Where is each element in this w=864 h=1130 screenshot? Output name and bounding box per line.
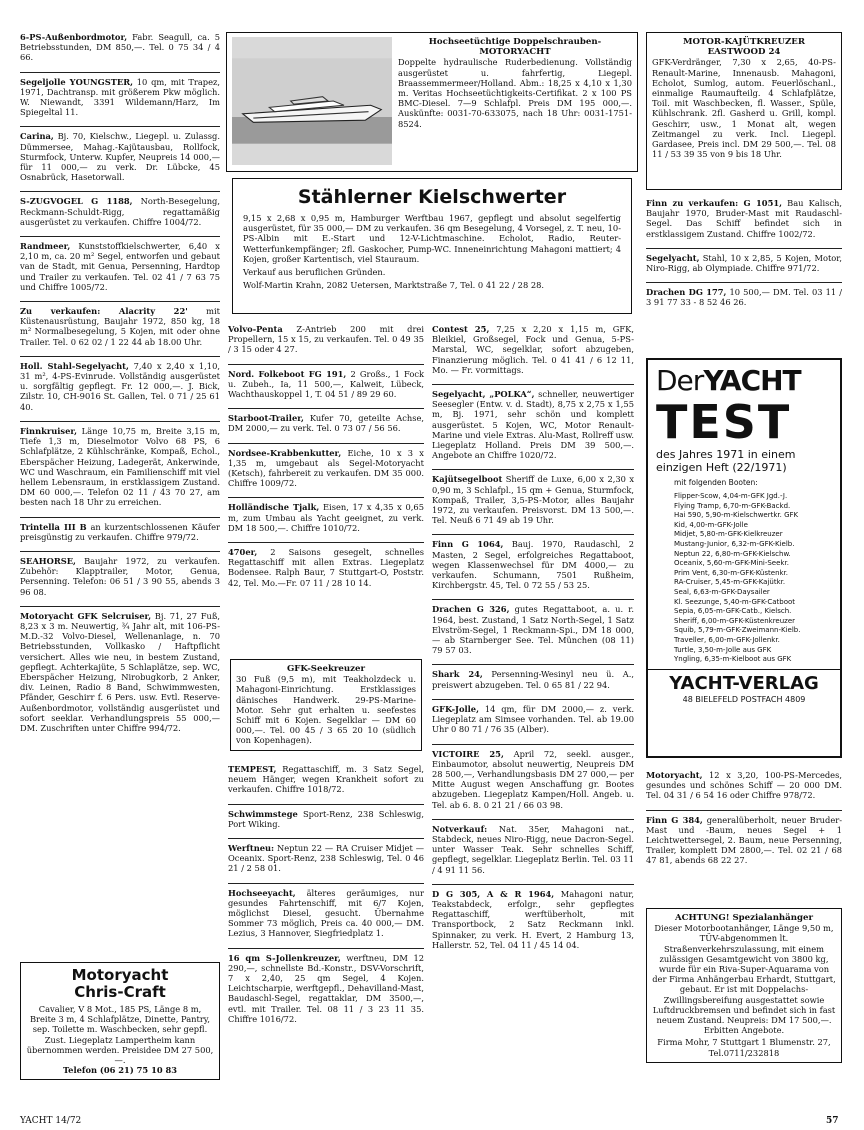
trailer-ad (646, 908, 842, 1063)
ad-headline: Notverkauf: (432, 823, 488, 834)
ad-body: Neptun 22 — RA Cruiser Midjet — Oceanix. Sport-Renz, 238 Schleswig, Tel. 0 46 21 / 2 58 01. (228, 843, 424, 874)
ad-body: 7,40 x 2,40 x 1,10, 31 m², 4-PS-Evinrude. Vollständig ausgerüstet u. sorgfältig gepflegt. Fr. 12 000,—. J. Bick, Zilstr. 10, CH-9016 St. Gallen, Tel. 0 71 / 25 61 40. (20, 360, 221, 412)
ad-body: Z-Antrieb 200 mit drei Propellern, 15 x 15, zu verkaufen. Tel. 0 49 35 / 3 15 oder 4 27. (228, 324, 424, 355)
classified-ad (228, 764, 424, 805)
motoryacht-photo (232, 37, 392, 165)
ad-headline: Shark 24, (432, 669, 483, 680)
ad-body: Bj. 70, Kielschw., Liegepl. u. Zulassg. Dümmersee, Mahag.-Kajütausbau, Rollfock, Sturmfock, Unterw. Kupfer, Neupreis 14 000,— für 11 000,— zu verk. Dr. Lübcke, 45 Osnabrück, Hasetorwall. (20, 131, 220, 183)
test-sub: des Jahres 1971 in einem einzigen Heft (22/1971) (656, 448, 796, 474)
classified-ad (228, 843, 424, 884)
test-der: Der (656, 364, 704, 397)
ad-body: Eisen, 17 x 4,35 x 0,65 m, zum Umbau als Yacht geeignet, zu verk. DM 18 500,—. Chiffre 1010/72. (228, 502, 424, 533)
classified-ad (20, 77, 220, 128)
classified-ad (646, 815, 842, 875)
ad-headline: Segelyacht, (646, 252, 700, 263)
boat-ad-text: Doppelte hydraulische Ruderbedienung. Vollständig ausgerüstet u. fahrfertig, Liegepl. Braassemmermeer/Holland. Abm.: 18,25 x 4,10 x 1,30 m. Veritas Hochseetüchtigkeits-Certifikat. 2 x 100 PS BMC-Diesel. 7—9 Schlafpl. Preis DM 195 000,—. Auskünfte: 0031-70-633075, nach 18 Uhr: 0031-1751-8524. (398, 57, 632, 129)
ad-headline: Contest 25, (432, 324, 490, 334)
test-boat-item: Hai 590, 5,90-m-Kielschwertkr. GFK (674, 511, 799, 520)
eastwood-ad (646, 32, 842, 190)
ad-body: älteres geräumiges, nur gesundes Fahrtenschiff, mit 6/7 Kojen, möglichst Diesel, gesucht. Übernahme Sommer 73 möglich, Preis ca. 40 000,— DM. Lezius, 3 Hannover, Siegfriedplatz 1. (228, 887, 425, 939)
ad-headline: 470er, (228, 547, 258, 558)
ad-headline: Zu verkaufen: Alacrity 22' (20, 306, 188, 317)
ad-body: Eiche, 10 x 3 x 1,35 m, umgebaut als Segel-Motoryacht (Ketsch), fahrbereit zu verkaufen. DM 35 000. Chiffre 1009/72. (228, 447, 424, 489)
ad-body: 14 qm, für DM 2000,— z. verk. Liegeplatz am Simsee vorhanden. Tel. ab 19.00 Uhr 0 80 71 / 76 35 (Alber). (432, 703, 635, 735)
ad-headline: Starboot-Trailer, (228, 413, 304, 424)
ad-headline: Volvo-Penta (228, 324, 283, 334)
ad-body: 12 x 3,20, 100-PS-Mercedes, gesundes und schönes Schiff — 20 000 DM. Tel. 04 31 / 6 54 16 oder Chiffre 978/72. (646, 770, 842, 801)
test-boat-item: Prim Vent, 6,30-m-GFK-Küstenkr. (674, 568, 789, 577)
classified-ad (20, 241, 220, 302)
ad-headline: Randmeer, (20, 241, 71, 252)
boat-ad-title-2: MOTORYACHT (479, 47, 551, 58)
test-boat-item: Oceanix, 5,60-m-GFK-Mini-Seekr. (674, 559, 789, 568)
ad-headline: Trintella III B (20, 521, 87, 532)
test-boat-item: Midjet, 5,80-m-GFK-Kielkreuzer (674, 530, 783, 539)
gfk-seekreuzer-ad (230, 659, 422, 751)
classified-ad (20, 131, 220, 192)
ad-headline: GFK-Jolle, (432, 703, 479, 714)
column-4 (646, 198, 842, 321)
classified-ad (228, 413, 424, 443)
ad-headline: SEAHORSE, (20, 555, 76, 566)
test-boat-item: Sepia, 6,05-m-GFK-Catb., Kielsch. (674, 607, 792, 616)
ad-headline: Holl. Stahl-Segelyacht, (20, 360, 129, 371)
test-boat-item: Squib, 5,79-m-GFK-Zweimann-Kielb. (674, 626, 801, 635)
ad-body: Kufer 70, geteilte Achse, DM 2000,— zu verk. Tel. 0 73 07 / 56 56. (228, 413, 425, 434)
trailer-contact: Firma Mohr, 7 Stuttgart 1 Blumenstr. 27, Tel.0711/232818 (657, 1037, 831, 1058)
test-boat-item: Turtle, 3,50-m-Jolle aus GFK (674, 645, 772, 654)
footer-issue: YACHT 14/72 (20, 1116, 82, 1126)
ad-headline: Schwimmstege (228, 808, 298, 819)
gfk-text: 30 Fuß (9,5 m), mit Teakholzdeck u. Mahagoni-Einrichtung. Erstklassiges dänisches Handwerk. 29-PS-Marine-Motor. Sehr gut erhalten u. seefestes Schiff mit 6 Kojen. Segelklar — DM 60 000,—. Tel. 00 45 / 3 65 20 10 (südlich von Kopenhagen). (236, 674, 416, 746)
test-boat-item: Seal, 6,63-m-GFK-Daysailer (674, 587, 770, 596)
trailer-title: ACHTUNG! Spezialanhänger (674, 913, 814, 923)
ad-headline: Finn zu verkaufen: G 1051, (646, 198, 782, 208)
eastwood-title-1: MOTOR-KAJÜTKREUZER (683, 37, 805, 47)
chris-title-2: Chris-Craft (74, 983, 166, 1001)
classified-ad (646, 253, 842, 283)
classified-ad (432, 604, 634, 665)
test-test: TEST (656, 395, 792, 449)
ad-body: Bauj. 1970, Raudaschl, 2 Masten, 2 Segel, erfolgreiches Regattaboot, wegen Klassenwechsel für DM 4000,— zu verkaufen. Schumann, 7501 Rußheim, Kirchbergstr. 45, Tel. 0 72 55 / 53 25. (432, 539, 634, 591)
ad-headline: Motoryacht, (646, 770, 703, 780)
column-1 (20, 32, 220, 746)
kiel-contact: Wolf-Martin Krahn, 2082 Uetersen, Marktstraße 7, Tel. 0 41 22 / 28 28. (243, 280, 545, 291)
test-boat-item: Yngling, 6,35-m-Kielboot aus GFK (674, 655, 792, 664)
test-boat-item: Flying Tramp, 6,70-m-GFK-Backd. (674, 501, 791, 510)
ad-body: 7,25 x 2,20 x 1,15 m, GFK, Bleikiel, Großsegel, Fock und Genua, 5-PS-Marstal, WC, segelklar, sofort abzugeben, Finanzierung möglich. Tel. 0 41 41 / 6 12 11, Mo. — Fr. vormittags. (432, 324, 635, 375)
classified-ad (432, 824, 634, 885)
ad-body: North-Besegelung, Reckmann-Schuldt-Rigg, regattamäßig ausgerüstet zu verkaufen. Chiffre 1004/72. (20, 196, 220, 227)
ad-headline: Holländische Tjalk, (228, 502, 320, 513)
ad-headline: Nordsee-Krabbenkutter, (228, 447, 342, 458)
classified-ad (432, 749, 634, 820)
ad-body: 10 500,— DM. Tel. 03 11 / 3 91 77 33 - 8 52 46 26. (646, 287, 842, 308)
ad-headline: Carina, (20, 131, 54, 142)
ad-body: 2 Saisons gesegelt, schnelles Regattaschiff mit allen Extras. Liegeplatz Bodensee. Ralph Baur, 7 Stuttgart-O, Poststr. 42, Tel. Mo.—Fr. 07 11 / 28 10 14. (228, 547, 424, 588)
classified-ad (20, 611, 220, 742)
ad-headline: Drachen G 326, (432, 604, 510, 615)
classified-ad (20, 306, 220, 357)
classified-ad (228, 953, 424, 1033)
test-boat-item: RA-Cruiser, 5,45-m-GFK-Kajütkr. (674, 578, 786, 587)
test-yacht: YACHT (703, 364, 801, 397)
ad-headline: Hochseeyacht, (228, 887, 296, 898)
ad-headline: TEMPEST, (228, 764, 277, 774)
gfk-title: GFK-Seekreuzer (286, 664, 366, 674)
ad-headline: D G 305, A & R 1964, (432, 888, 555, 899)
classified-ad (20, 556, 220, 607)
ad-body: mit Küstenausrüstung, Baujahr 1972, 850 kg, 18 m² Normalbesegelung, 5 Kojen, mit oder ohne Trailer. Tel. 0 62 02 / 1 22 44 ab 18.00 Uhr. (20, 306, 221, 347)
column-3 (432, 324, 634, 963)
ad-body: generalüberholt, neuer Bruder-Mast und -Baum, neues Segel + 1 Leichtwettersegel, 2. Baum, neue Persenning, Trailer, komplett DM 2800,—. Tel. 02 21 / 68 47 81, abends 68 22 27. (646, 814, 842, 866)
classified-ad (20, 522, 220, 552)
classified-ad (20, 361, 220, 422)
ad-headline: Segelyacht, „POLKA“, (432, 389, 535, 400)
classified-ad (432, 669, 634, 699)
test-boat-list (648, 492, 840, 665)
ad-headline: Finnkruiser, (20, 425, 78, 436)
classified-ad (228, 369, 424, 410)
ad-headline: Finn G 1064, (432, 539, 504, 550)
boat-ad-title-1: Hochseetüchtige Doppelschrauben- (428, 37, 602, 47)
ad-headline: VICTOIRE 25, (432, 748, 504, 759)
classified-ad (20, 196, 220, 237)
chris-text: Cavalier, V 8 Mot., 185 PS, Länge 8 m, Breite 3 m, 4 Schlafplätze, Dinette, Pantry, sep. Toilette m. Waschbecken, sehr gepfl. Zust. Liegeplatz Lampertheim kann übernommen werden. Preisidee DM 27 500,—. (26, 1004, 214, 1066)
classified-ad (20, 32, 220, 73)
test-publisher: YACHT-VERLAG (669, 672, 819, 694)
chris-craft-ad (20, 962, 220, 1080)
classified-ad (20, 426, 220, 518)
kiel-title: Stählerner Kielschwerter (297, 186, 567, 208)
ad-body: Regattaschiff, m. 3 Satz Segel, neuem Hänger, wegen Krankheit sofort zu verkaufen. Chiffre 1018/72. (228, 764, 424, 795)
classified-ad (228, 888, 424, 949)
trailer-text: Dieser Motorbootanhänger, Länge 9,50 m, TÜV-abgenommen lt. Straßenverkehrszulassung, mit einem zulässigen Gesamtgewicht von 3800 kg, wurde für ein Riva-Super-Aquarama von der Firma Anhängerbau Erhardt, Stuttgart, gebaut. Er ist mit Doppelachs-Zwillingsbereifung ausgestattet sowie Luftdruckbremsen und befindet sich in fast neuem Zustand. Neupreis: DM 17 500,—. Erbitten Angebote. (652, 923, 836, 1036)
ad-headline: Segeljolle YOUNGSTER, (20, 76, 133, 87)
classified-ad (432, 324, 634, 385)
column-2-lower (228, 764, 424, 1037)
classified-ad (432, 539, 634, 600)
classified-ad (228, 448, 424, 499)
ad-body: an kurzentschlossenen Käufer preisgünstig zu verkaufen. Chiffre 979/72. (20, 521, 220, 542)
ad-body: schneller, neuwertiger Seesegler (Entw. v. d. Stadt), 8,75 x 2,75 x 1,55 m, Bj. 1971, sehr schön und komplett ausgerüstet. 5 Kojen, WC, Motor Renault-Marine und viele Extras. Alu-Mast, Rollreff usw. Liegeplatz Holland. Preis DM 39 500,—. Angebote an Chiffre 1020/72. (432, 389, 634, 461)
test-boat-item: Kl. Seezunge, 5,40-m-GFK-Catboot (674, 597, 796, 606)
ad-body: Länge 10,75 m, Breite 3,15 m, Tiefe 1,3 m, Dieselmotor Volvo 68 PS, 6 Schlafplätze, 2 Kühlschränke, Kompaß, Echol., Eberspächer Heizung, Ladegerät, Ankerwinde, WC und Waschraum, ein Familienschiff mit viel hellem Lebensraum, in erstklassigem Zustand. DM 60 000,—. Telefon 02 11 / 43 70 27, am besten nach 18 Uhr zu erreichen. (20, 425, 220, 508)
test-boat-item: Flipper-Scow, 4,04-m-GFK Jgd.-J. (674, 492, 788, 500)
yacht-test-ad (646, 358, 842, 758)
classified-ad (432, 389, 634, 470)
ad-body: Sport-Renz, 238 Schleswig, Port Wiking. (228, 808, 424, 829)
ad-headline: Kajütsegelboot (432, 474, 503, 485)
ad-body: Mahagoni natur, Teakstabdeck, erfolgr., sehr gepflegtes Regattaschiff, werftüberholt, mit Transportbock, 2 Satz Reckmann inkl. Spinnaker, zu verk. H. Evert, 2 Hamburg 13, Hallerstr. 52, Tel. 04 11 / 45 14 04. (432, 888, 634, 950)
footer-page-number: 57 (826, 1116, 839, 1126)
ad-body: Persenning-Wesinyl neu ü. A., preiswert abzugeben. Tel. 0 65 81 / 22 94. (432, 669, 635, 690)
ad-body: April 72, seekl. ausger., Einbaumotor, absolut neuwertig, Neupreis DM 28 500,—, Verhandlungsbasis DM 27 000,— per Mitte August wegen Anschaffung gr. Bootes abzugeben. Liegeplatz Kampen/Holl. Angeb. u. Tel. ab 6. 8. 0 21 21 / 66 03 98. (432, 748, 635, 810)
kiel-reason: Verkauf aus beruflichen Gründen. (243, 267, 386, 278)
ad-headline: 16 qm S-Jollenkreuzer, (228, 952, 341, 963)
chris-tel: Telefon (06 21) 75 10 83 (62, 1065, 178, 1076)
ad-body: Bj. 71, 27 Fuß, 8,23 x 3 m. Neuwertig, ¾ Jahr alt, mit 106-PS-M.D.-32 Volvo-Diesel, Wellenanlage, n. 70 Betriebsstunden, Vollkasko / Haftpflicht versichert. Alles wie neu, in bestem Zustand, gepflegt. Achterkajüte, 5 Schlaplätze, sep. WC, Eberspächer Heizung, Nirobugkorb, 2 Anker, div. Leinen, Radio 8 Band, Schwimmwesten, Pfänder, Geschirr f. 6 Pers. usw. Evtl. Reserve-Außenbordmotor, vollständig ausgerüstet und sofort seeklar. Verhandlungspreis 55 000,— DM. Zuschriften unter Chiffre 994/72. (20, 610, 220, 733)
classified-ad (432, 474, 634, 535)
test-boat-item: Traveller, 6,00-m-GFK-Jollenkr. (674, 635, 780, 644)
kiel-text: 9,15 x 2,68 x 0,95 m, Hamburger Werftbau 1967, gepflegt und absolut segelfertig ausgerüstet, für 35 000,— DM zu verkaufen. 36 qm Besegelung, 4 Vorsegel, z. T. neu, 10-PS-Albin mit E.-Start und 12-V-Lichtmaschine. Echolot, Radio, Reuter-Wetterfunkempfänger; 2fl. Gaskocher, Pump-WC. Inneneinrichtung Mahagoni mattiert; 4 Kojen, großer Kartentisch, viel Stauraum. (243, 213, 621, 264)
ad-headline: 6-PS-Außenbordmotor, (20, 32, 128, 42)
ad-headline: Drachen DG 177, (646, 287, 727, 298)
ad-body: 2 Großs., 1 Fock u. Zubeh., Ia, 11 500,—, Kalweit, Lübeck, Wachthauskoppel 1, T. 04 51 / 89 29 60. (228, 368, 424, 400)
classified-ad (228, 502, 424, 543)
classified-ad (646, 198, 842, 249)
ad-body: Fabr. Seagull, ca. 5 Betriebsstunden, DM 850,—. Tel. 0 75 34 / 4 66. (20, 32, 220, 63)
ad-body: Sheriff de Luxe, 6,00 x 2,30 x 0,90 m, 3 Schlafpl., 15 qm + Genua, Sturmfock, Kompaß, Trailer, 3,5-PS-Motor, alles Baujahr 1972, zu verkaufen. Preisvorst. DM 13 500,—. Tel. Neuß 6 71 49 ab 19 Uhr. (432, 474, 635, 526)
eastwood-title-2: EASTWOOD 24 (707, 47, 781, 58)
ad-body: Kunststoffkielschwerter, 6,40 x 2,10 m, ca. 20 m² Segel, entworfen und gebaut van de Stadt, mit Genua, Persenning, Hardtop und Trailer zu verkaufen. Tel. 02 41 / 7 63 75 und Chiffre 1005/72. (20, 241, 220, 292)
ad-body: werftneu, DM 12 290,—, schnellste Bd.-Konstr., DSV-Vorschrift, 7 x 2,40, 25 qm Segel, 4 Kojen. Leichtscharpie, werftgepfl., Dehavilland-Mast, Baudaschl-Segel, regattaklar, DM 3500,—, evtl. mit Trailer. Tel. 08 11 / 3 23 11 35. Chiffre 1016/72. (228, 952, 425, 1024)
test-boat-item: Kid, 4,00-m-GFK-Jolle (674, 520, 748, 529)
ad-body: Stahl, 10 x 2,85, 5 Kojen, Motor, Niro-Rigg, ab Olympiade. Chiffre 971/72. (646, 252, 842, 274)
kielschwerter-ad (232, 178, 632, 314)
ad-body: Baujahr 1972, zu verkaufen. Zubehör: Klapptrailer, Motor, Genua, Persenning. Telefon: 06 51 / 3 90 55, abends 3 96 08. (20, 555, 220, 597)
ad-headline: Finn G 384, (646, 814, 703, 825)
ad-headline: S-ZUGVOGEL G 1188, (20, 196, 133, 207)
eastwood-text: GFK-Verdränger, 7,30 x 2,65, 40-PS-Renault-Marine, Innenausb. Mahagoni, Echolot, Sumlog, autom. Feuerlöschanl., einmalige Raumaufteilg. 4 Schlafplätze, Toil. mit Waschbecken, fl. Wasser., Spüle, Kühlschrank. 2fl. Gasherd u. Grill, kompl. Geschirr, usw., 1 Monat alt, wegen Zeitmangel zu verk. Incl. Liegepl. Gardasee, Preis incl. DM 29 500,—. Tel. 08 11 / 53 39 35 von 9 bis 18 Uhr. (652, 57, 836, 160)
classified-ad (228, 547, 424, 597)
test-boat-item: Mustang-Junior, 6,32-m-GFK-Kielb. (674, 539, 795, 548)
classified-ad (646, 287, 842, 316)
test-boat-item: Sheriff, 6,00-m-GFK-Küstenkreuzer (674, 616, 796, 625)
chris-title-1: Motoryacht (71, 966, 169, 984)
classified-ad (646, 770, 842, 811)
motoryacht-boat-ad (226, 32, 638, 172)
ad-headline: Werftneu: (228, 843, 275, 854)
ad-headline: Nord. Folkeboot FG 191, (228, 368, 347, 379)
test-address: 48 BIELEFELD POSTFACH 4809 (682, 694, 806, 704)
column-2 (228, 324, 424, 601)
ad-headline: Motoryacht GFK Selcruiser, (20, 610, 152, 621)
column-4-lower (646, 770, 842, 879)
classified-ad (432, 889, 634, 959)
test-mit: mit folgenden Booten: (674, 478, 758, 487)
ad-body: Nat. 35er, Mahagoni nat., Stabdeck, neues Niro-Rigg, neue Dacron-Segel. unter Wasser Teak. Sehr schnelles Schiff, gepflegt, segelklar. Liegeplatz Berlin. Tel. 03 11 / 4 91 11 56. (432, 823, 635, 875)
ad-body: Bau Kalisch, Baujahr 1970, Bruder-Mast mit Raudaschl-Segel. Das Schiff befindet sich in erstklassigem Zustand. Chiffre 1002/72. (646, 198, 842, 239)
ad-body: 10 qm, mit Trapez, 1971, Dachtransp. mit größerem Pkw möglich. W. Niewandt, 3391 Wildemann/Harz, Im Spiegeltal 11. (20, 76, 220, 118)
test-boat-item: Neptun 22, 6,80-m-GFK-Kielschw. (674, 549, 791, 558)
ad-body: gutes Regattaboot, a. u. r. 1964, best. Zustand, 1 Satz North-Segel, 1 Satz Elvström-Segel, 1 Reckmann-Spi., DM 18 000,— ab Starnberger See. Tel. München (08 11) 79 57 03. (432, 604, 635, 656)
classified-ad (228, 324, 424, 365)
classified-ad (228, 809, 424, 839)
classified-ad (432, 704, 634, 745)
